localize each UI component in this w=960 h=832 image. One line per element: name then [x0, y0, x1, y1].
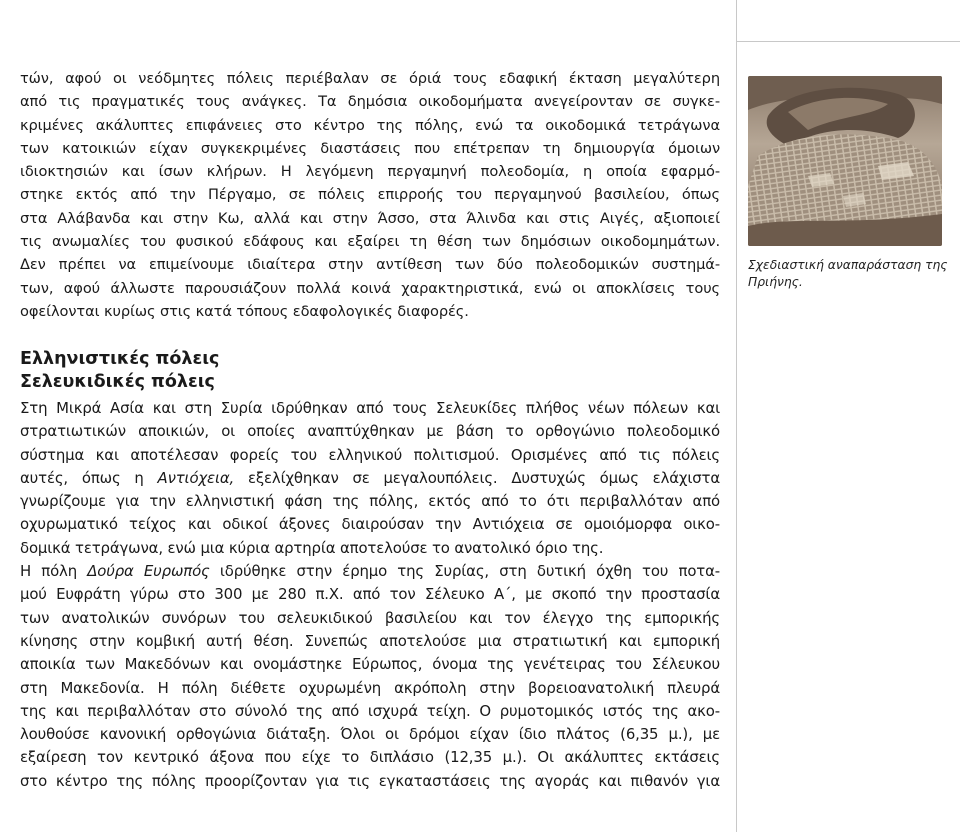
text-line: κριμένες ακάλυπτες επιφάνειες στο κέντρο της πόλης, ενώ τα οικοδομικά τετράγωνα	[20, 116, 720, 134]
text-line: της και περιβαλλόταν στο σύνολό της από ισχυρά τείχη. Ο ρυμοτομικός ιστός της ακο-	[20, 701, 720, 720]
text-line: Δεν πρέπει να επιμείνουμε ιδιαίτερα στην αντίθεση των δύο πολεοδομικών συστημά-	[20, 256, 720, 274]
text-line: κίνησης στην κομβική αυτή θέση. Συνεπώς αποτελούσε μια στρατιωτική και εμπορική	[20, 631, 720, 650]
text-line: Στη Μικρά Ασία και στη Συρία ιδρύθηκαν από τους Σελευκίδες πλήθος νέων πόλεων και	[20, 399, 720, 417]
caption-line: Πριήνης.	[748, 275, 803, 289]
text-line: τις ανωμαλίες του φυσικού εδάφους και εξαίρει τη θέση των δημόσιων οικοδομημάτων.	[20, 233, 720, 251]
city-name-dura-europos: Δούρα Ευρωπός	[87, 562, 210, 581]
image-caption	[748, 257, 948, 291]
text-line: από τις πραγματικές τους ανάγκες. Τα δημόσια οικοδομήματα ανεγείρονταν σε συγκε-	[20, 93, 720, 111]
text-run: Η πόλη	[20, 562, 88, 581]
text-line	[20, 467, 720, 490]
city-name-antioch: Αντιόχεια,	[157, 468, 235, 487]
text-line: των ανατολικών συνόρων του σελευκιδικού βασιλείου και τον έλεγχο της εμπορικής	[20, 608, 720, 627]
text-line: λουθούσε κανονική ορθογώνια διάταξη. Όλοι οι δρόμοι είχαν ίδιο πλάτος (6,35 μ.), με	[20, 725, 720, 744]
section-heading: Ελληνιστικές πόλεις	[20, 349, 220, 369]
seleucid-paragraph	[20, 397, 720, 793]
text-run: ιδρύθηκε στην έρημο της Συρίας, στη δυτική όχθη του ποτα-	[209, 562, 720, 581]
text-line	[20, 560, 720, 583]
subsection-heading: Σελευκιδικές πόλεις	[20, 372, 215, 392]
text-line: τών, αφού οι νεόδμητες πόλεις περιέβαλαν σε όριά τους εδαφική έκταση μεγαλύτερη	[20, 70, 720, 87]
caption-line: Σχεδιαστική αναπαράσταση της	[748, 258, 948, 272]
text-line: οφείλονται κυρίως στις κατά τόπους εδαφολογικές διαφορές.	[20, 302, 469, 320]
text-line: μού Ευφράτη γύρω στο 300 με 280 π.Χ. από τον Σέλευκο Α΄, με σκοπό την προστασία	[20, 585, 720, 604]
text-line: εξαίρεση τον κεντρικό άξονα που είχε το διπλάσιο (12,35 μ.). Οι ακάλυπτες εκτάσεις	[20, 748, 720, 767]
margin-rule	[737, 41, 960, 42]
text-line: γνωρίζουμε για την ελληνιστική φάση της πόλης, εκτός από το ότι περιβαλλόταν από	[20, 492, 720, 511]
text-line: στα Αλάβανδα και στην Κω, αλλά και στην Άσσο, στα Άλινδα και στις Αιγές, αξιοποιεί	[20, 209, 720, 227]
text-line: δομικά τετράγωνα, ενώ μια κύρια αρτηρία αποτελούσε το ανατολικό όριο της.	[20, 538, 604, 557]
text-line: στρατιωτικών αποικιών, οι οποίες αναπτύχθηκαν με βάση το ορθογώνιο πολεοδομικό	[20, 422, 720, 441]
priene-reconstruction-image	[748, 76, 942, 246]
text-line: στη Μακεδονία. Η πόλη διέθετε οχυρωμένη ακρόπολη στην βορειοανατολική πλευρά	[20, 678, 720, 697]
section-headings	[20, 348, 219, 394]
text-run: εξελίχθηκαν σε μεγαλουπόλεις. Δυστυχώς όμως ελάχιστα	[234, 468, 721, 487]
text-run: αυτές, όπως η	[20, 468, 158, 487]
text-line: των κατοικιών είχαν συγκεκριμένες διαστάσεις που επέτρεπαν τη δημιουργία όμοιων	[20, 139, 720, 157]
text-line: ιδιοκτησιών και ίσων κλήρων. Η λεγόμενη περγαμηνή πολεοδομία, η οποία εφαρμό-	[20, 163, 720, 181]
text-line: των, αφού άλλωστε παρουσιάζουν πολλά κοινά χαρακτηριστικά, ενώ οι αποκλίσεις τους	[20, 279, 720, 297]
intro-paragraph	[20, 67, 720, 323]
text-line: αποικία των Μακεδόνων και ονομάστηκε Εύρωπος, όνομα της γενέτειρας του Σέλευκου	[20, 655, 720, 674]
column-divider	[736, 0, 737, 832]
text-line: οχυρωματικό τείχος και οδικοί άξονες διαιρούσαν την Αντιόχεια σε ομοιόμορφα οικο-	[20, 515, 720, 534]
text-line: στηκε εκτός από την Πέργαμο, σε πόλεις επιρροής του περγαμηνού βασιλείου, όπως	[20, 186, 720, 204]
text-line: σύστημα και αποτέλεσαν φορείς του ελληνικού πολιτισμού. Ορισμένες από τις πόλεις	[20, 445, 720, 464]
text-line: στο κέντρο της πόλης προορίζονταν για τις εγκαταστάσεις της αγοράς και πιθανόν για	[20, 771, 720, 790]
